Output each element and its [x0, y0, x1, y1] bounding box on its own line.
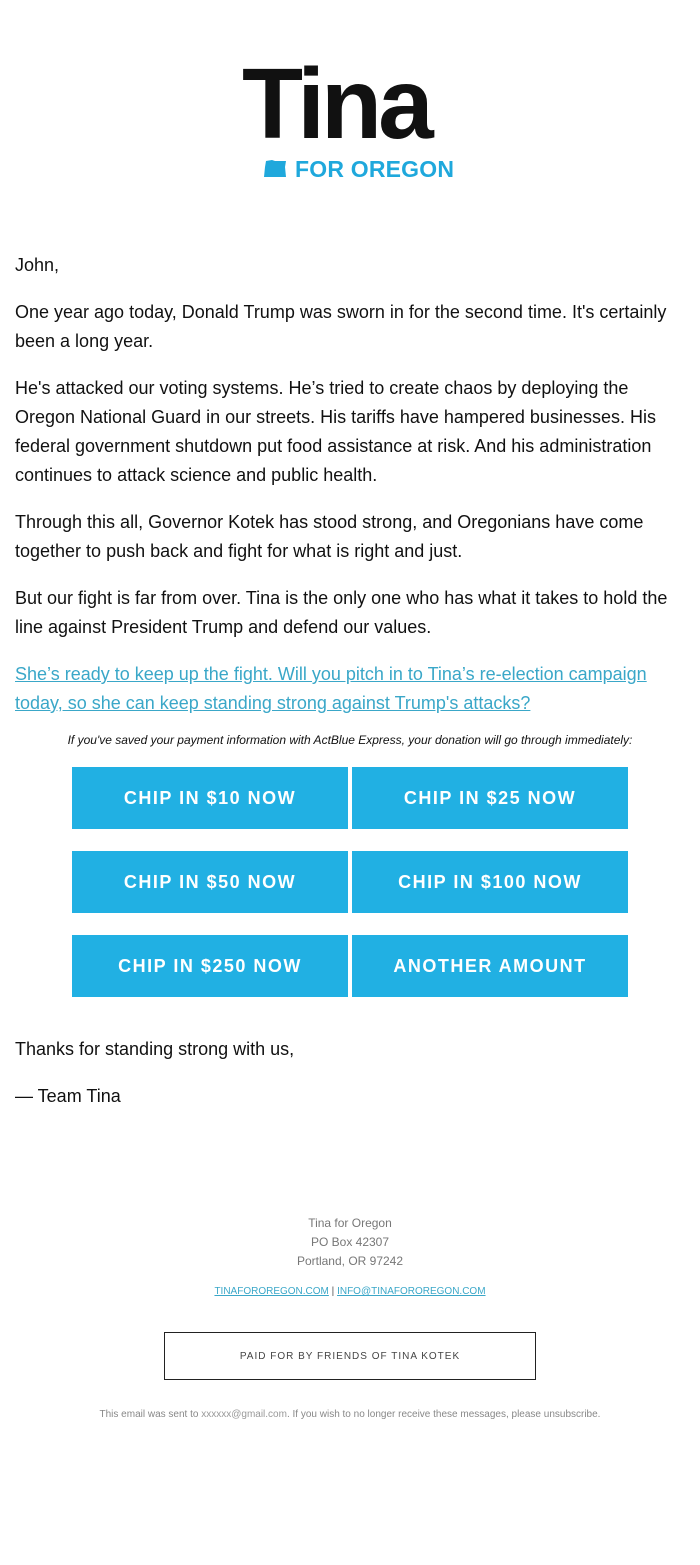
footer-city: Portland, OR 97242 — [296, 1254, 404, 1268]
footer-address — [0, 1214, 700, 1271]
unsubscribe-notice — [0, 1409, 700, 1420]
footer-links — [0, 1286, 700, 1297]
greeting: John, — [15, 255, 60, 275]
body-paragraph: But our fight is far from over. Tina is the only one who has what it takes to hold the line against President Trump and defend our values. — [15, 588, 668, 637]
signature: — Team Tina — [15, 1086, 121, 1106]
chip-in-10-button[interactable]: CHIP IN $10 NOW — [72, 767, 348, 829]
body-paragraph: Through this all, Governor Kotek has stood strong, and Oregonians have come together to push back and fight for what is right and just. — [15, 512, 644, 561]
closing-thanks: Thanks for standing strong with us, — [15, 1039, 295, 1059]
footer-po-box: PO Box 42307 — [310, 1235, 390, 1249]
chip-in-100-button[interactable]: CHIP IN $100 NOW — [352, 851, 628, 913]
logo-subtitle — [263, 156, 454, 182]
footer-separator: | — [331, 1286, 335, 1297]
campaign-logo — [0, 48, 700, 182]
body-paragraph: One year ago today, Donald Trump was sworn in for the second time. It's certainly been a long year. — [15, 302, 667, 351]
logo-subtitle-text: FOR OREGON — [295, 156, 455, 182]
actblue-note: If you've saved your payment information with ActBlue Express, your donation will go through immediately: — [67, 733, 633, 747]
email-body — [15, 251, 685, 736]
paid-for-disclaimer: PAID FOR BY FRIENDS OF TINA KOTEK — [164, 1332, 536, 1380]
another-amount-button[interactable]: ANOTHER AMOUNT — [352, 935, 628, 997]
footer-org: Tina for Oregon — [308, 1216, 392, 1230]
email-link[interactable]: INFO@TINAFOROREGON.COM — [337, 1286, 486, 1297]
recipient-address: xxxxxx@gmail.com — [201, 1409, 287, 1420]
oregon-state-icon — [263, 159, 287, 179]
chip-in-250-button[interactable]: CHIP IN $250 NOW — [72, 935, 348, 997]
website-link[interactable]: TINAFOROREGON.COM — [214, 1286, 329, 1297]
unsubscribe-text[interactable]: . If you wish to no longer receive these messages, please unsubscribe. — [286, 1409, 601, 1420]
sent-prefix: This email was sent to — [99, 1409, 202, 1420]
chip-in-25-button[interactable]: CHIP IN $25 NOW — [352, 767, 628, 829]
body-paragraph: He's attacked our voting systems. He’s tried to create chaos by deploying the Oregon National Guard in our streets. His tariffs have hampered businesses. His federal government shutdown put food assistance at risk. And his administration continues to attack science and public health. — [15, 378, 656, 485]
logo-wordmark: Tina — [242, 48, 430, 160]
chip-in-50-button[interactable]: CHIP IN $50 NOW — [72, 851, 348, 913]
donate-cta-link[interactable]: She’s ready to keep up the fight. Will you pitch in to Tina’s re-election campaign today, so she can keep standing strong against Trump's attacks? — [15, 664, 647, 713]
